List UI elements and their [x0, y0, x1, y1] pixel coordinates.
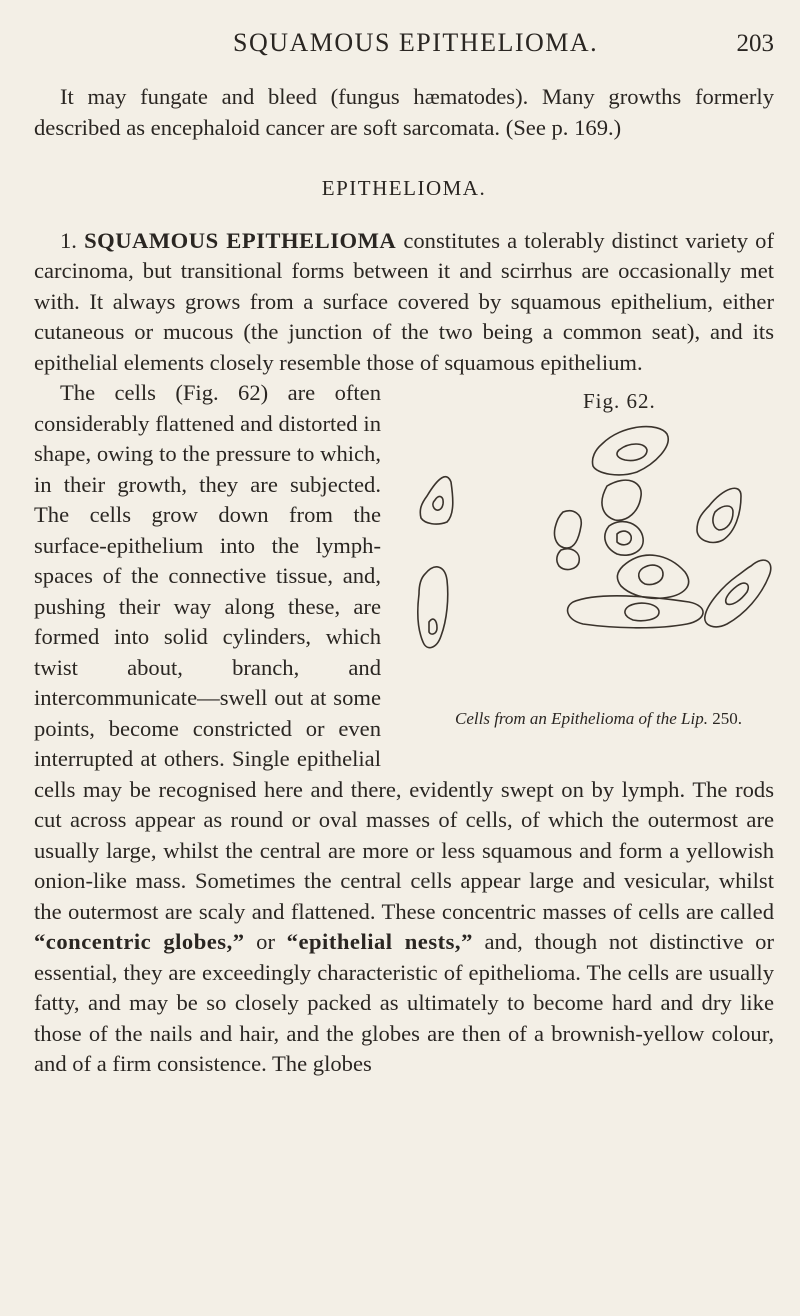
concentric-globes-term: “concentric globes,” [34, 929, 245, 954]
cell-top [592, 427, 668, 475]
cell-mid-left [555, 511, 582, 548]
running-title: SQUAMOUS EPITHELIOMA. [233, 28, 599, 57]
cell-left-nucleus [433, 497, 443, 511]
cell-bottom-nucleus [625, 603, 659, 621]
figure-label: Fig. 62. [583, 389, 656, 413]
paragraph-3-part-2: and, though not distinctive or essential, they are exceedingly characteristic of epithelioma. The cells are usually fatty, and may be so closely packed as ultimately to become hard and dry like those of the nails and hair, and the globes are then of a brownish-yellow colour, and of a firm consistence. The globes [34, 929, 774, 1076]
cell-center-lower [605, 522, 643, 556]
cell-right-top-inner [713, 506, 733, 530]
figure-caption-ref: 250. [712, 709, 742, 728]
cell-right-long [705, 560, 771, 627]
cell-mid-left-small [557, 549, 579, 570]
figure-caption [429, 708, 779, 730]
cell-center-large [617, 555, 688, 598]
item-number: 1. [60, 227, 77, 253]
cell-left-lower-nucleus [429, 619, 437, 634]
page-header [0, 28, 800, 68]
paragraph-3-part-1: The cells (Fig. 62) are often considerably flattened and distorted in shape, owing to the pressure to which, in their growth, they are subjected. The cells grow down from the surface-epithelium into the lymph-spaces of the connective tissue, and, pushing their way along these, are formed into solid cylinders, which twist about, branch, and intercommunicate—swell out at some points, become constricted or even interrupted at others. Single epithelial cells may be recognised here and there, evidently swept on by lymph. The rods cut across appear as round or oval masses of cells, of which the outermost are usually large, whilst the central are more or less squamous and form a yellowish onion-like mass. Sometimes the central cells appear large and vesicular, whilst the outermost are scaly and flattened. These concentric masses of cells are called [34, 380, 774, 924]
section-heading: EPITHELIOMA. [321, 176, 487, 200]
cell-center-nucleus [617, 531, 631, 545]
cell-center-upper [602, 480, 641, 520]
paragraph-fungating: It may fungate and bleed (fungus hæmatodes). Many growths formerly described as encephaloid cancer are soft sarcomata. (See p. 169.) [34, 84, 774, 140]
paragraph-3-joiner: or [244, 929, 287, 954]
cell-bottom-flat [568, 596, 703, 628]
paragraph-2-text: constitutes a tolerably distinct variety of carcinoma, but transitional forms between it and scirrhus are occasionally met with. It always grows from a surface covered by squamous epithelium, either cutaneous or mucous (the junction of the two being a common seat), and its epithelial elements closely resemble those of squamous epithelium. [34, 227, 774, 375]
figure-62 [397, 386, 782, 756]
paragraph-squamous-epithelioma [34, 226, 774, 379]
paragraph-cells [34, 378, 774, 1080]
cell-center-large-inner [639, 565, 663, 584]
cell-left-lower [418, 567, 448, 648]
cell-right-long-inner [726, 583, 749, 604]
body-text [34, 82, 774, 1080]
epithelial-cells-illustration [397, 416, 782, 706]
epithelial-nests-term: “epithelial nests,” [286, 929, 473, 954]
cell-right-top [697, 488, 741, 542]
cell-left-tall [420, 477, 453, 524]
figure-caption-text: Cells from an Epithelioma of the Lip. [455, 709, 708, 728]
cell-top-inner [617, 444, 647, 461]
page-number: 203 [736, 30, 774, 57]
squamous-epithelioma-term: SQUAMOUS EPITHELIOMA [84, 227, 397, 253]
